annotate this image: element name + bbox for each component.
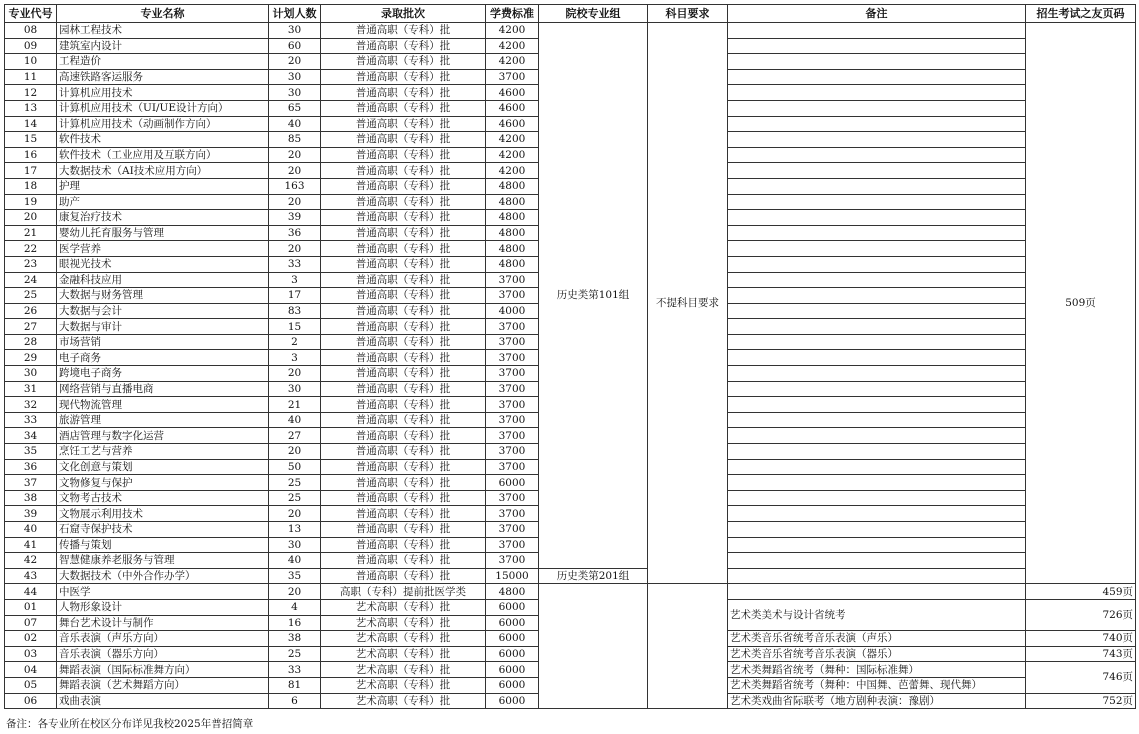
plan-count-cell: 3 [269, 350, 321, 366]
plan-count-cell: 40 [269, 412, 321, 428]
admission-plan-table [4, 4, 1136, 709]
tuition-cell: 3700 [486, 272, 539, 288]
plan-count-cell: 30 [269, 23, 321, 39]
tuition-cell: 4200 [486, 38, 539, 54]
remarks-cell [728, 132, 1026, 148]
header-page-number: 招生考试之友页码 [1026, 5, 1136, 23]
remarks-cell: 艺术类舞蹈省统考（舞种：中国舞、芭蕾舞、现代舞） [728, 677, 1026, 693]
major-code-cell: 36 [5, 459, 57, 475]
admission-batch-cell: 艺术高职（专科）批 [321, 662, 486, 678]
major-code-cell: 43 [5, 568, 57, 584]
major-code-cell: 39 [5, 506, 57, 522]
major-code-cell: 19 [5, 194, 57, 210]
major-code-cell: 06 [5, 693, 57, 709]
admission-batch-cell: 艺术高职（专科）批 [321, 677, 486, 693]
remarks-cell: 艺术类舞蹈省统考（舞种：国际标准舞） [728, 662, 1026, 678]
major-code-cell: 42 [5, 553, 57, 569]
remarks-cell: 艺术类音乐省统考音乐表演（声乐） [728, 631, 1026, 647]
tuition-cell: 4200 [486, 147, 539, 163]
page-number-cell: 726页 [1026, 599, 1136, 630]
major-code-cell: 09 [5, 38, 57, 54]
remarks-cell [728, 194, 1026, 210]
major-name-cell: 旅游管理 [57, 412, 269, 428]
major-name-cell: 眼视光技术 [57, 256, 269, 272]
remarks-cell [728, 568, 1026, 584]
major-code-cell: 37 [5, 475, 57, 491]
major-name-cell: 跨境电子商务 [57, 366, 269, 382]
remarks-cell [728, 334, 1026, 350]
major-name-cell: 中医学 [57, 584, 269, 600]
remarks-cell [728, 459, 1026, 475]
plan-count-cell: 38 [269, 631, 321, 647]
plan-count-cell: 4 [269, 599, 321, 615]
remarks-cell [728, 54, 1026, 70]
major-name-cell: 文物考古技术 [57, 490, 269, 506]
table-row [5, 23, 1136, 39]
tuition-cell: 3700 [486, 490, 539, 506]
admission-batch-cell: 普通高职（专科）批 [321, 116, 486, 132]
plan-count-cell: 20 [269, 163, 321, 179]
plan-count-cell: 25 [269, 475, 321, 491]
admission-batch-cell: 普通高职（专科）批 [321, 54, 486, 70]
tuition-cell: 4800 [486, 241, 539, 257]
remarks-cell [728, 178, 1026, 194]
admission-batch-cell: 普通高职（专科）批 [321, 444, 486, 460]
major-name-cell: 智慧健康养老服务与管理 [57, 553, 269, 569]
major-name-cell: 计算机应用技术（UI/UE设计方向） [57, 100, 269, 116]
remarks-cell [728, 350, 1026, 366]
remarks-cell [728, 412, 1026, 428]
tuition-cell: 3700 [486, 350, 539, 366]
tuition-cell: 3700 [486, 428, 539, 444]
tuition-cell: 3700 [486, 69, 539, 85]
remarks-cell: 艺术类音乐省统考音乐表演（器乐） [728, 646, 1026, 662]
plan-count-cell: 20 [269, 54, 321, 70]
tuition-cell: 4800 [486, 194, 539, 210]
tuition-cell: 6000 [486, 646, 539, 662]
plan-count-cell: 40 [269, 116, 321, 132]
major-code-cell: 10 [5, 54, 57, 70]
header-major-name: 专业名称 [57, 5, 269, 23]
admission-batch-cell: 普通高职（专科）批 [321, 288, 486, 304]
tuition-cell: 6000 [486, 599, 539, 615]
major-code-cell: 23 [5, 256, 57, 272]
plan-count-cell: 3 [269, 272, 321, 288]
major-name-cell: 康复治疗技术 [57, 210, 269, 226]
major-code-cell: 12 [5, 85, 57, 101]
major-code-cell: 08 [5, 23, 57, 39]
footer-note: 备注：各专业所在校区分布详见我校2025年普招简章 [6, 718, 254, 730]
tuition-cell: 4800 [486, 256, 539, 272]
tuition-cell: 4600 [486, 100, 539, 116]
major-code-cell: 35 [5, 444, 57, 460]
admission-batch-cell: 普通高职（专科）批 [321, 132, 486, 148]
major-name-cell: 网络营销与直播电商 [57, 381, 269, 397]
major-name-cell: 人物形象设计 [57, 599, 269, 615]
plan-count-cell: 30 [269, 69, 321, 85]
major-name-cell: 工程造价 [57, 54, 269, 70]
major-code-cell: 22 [5, 241, 57, 257]
admission-batch-cell: 普通高职（专科）批 [321, 381, 486, 397]
major-code-cell: 13 [5, 100, 57, 116]
plan-count-cell: 25 [269, 646, 321, 662]
admission-batch-cell: 艺术高职（专科）批 [321, 631, 486, 647]
plan-count-cell: 25 [269, 490, 321, 506]
header-subject-requirement: 科目要求 [648, 5, 728, 23]
plan-count-cell: 81 [269, 677, 321, 693]
major-name-cell: 舞台艺术设计与制作 [57, 615, 269, 631]
plan-count-cell: 60 [269, 38, 321, 54]
plan-count-cell: 163 [269, 178, 321, 194]
admission-batch-cell: 普通高职（专科）批 [321, 178, 486, 194]
admission-batch-cell: 普通高职（专科）批 [321, 38, 486, 54]
plan-count-cell: 16 [269, 615, 321, 631]
plan-count-cell: 39 [269, 210, 321, 226]
plan-count-cell: 36 [269, 225, 321, 241]
page-number-cell: 752页 [1026, 693, 1136, 709]
admission-batch-cell: 艺术高职（专科）批 [321, 599, 486, 615]
plan-count-cell: 20 [269, 194, 321, 210]
plan-count-cell: 83 [269, 303, 321, 319]
plan-count-cell: 13 [269, 522, 321, 538]
major-name-cell: 软件技术 [57, 132, 269, 148]
major-group-cell: 历史类第201组 [539, 568, 648, 584]
plan-count-cell: 20 [269, 366, 321, 382]
header-admission-batch: 录取批次 [321, 5, 486, 23]
major-name-cell: 助产 [57, 194, 269, 210]
tuition-cell: 3700 [486, 366, 539, 382]
tuition-cell: 3700 [486, 319, 539, 335]
tuition-cell: 3700 [486, 397, 539, 413]
plan-count-cell: 50 [269, 459, 321, 475]
major-code-cell: 27 [5, 319, 57, 335]
admission-batch-cell: 普通高职（专科）批 [321, 334, 486, 350]
tuition-cell: 3700 [486, 381, 539, 397]
subject-requirement-cell: 不提科目要求 [648, 23, 728, 584]
remarks-cell [728, 584, 1026, 600]
major-name-cell: 大数据与审计 [57, 319, 269, 335]
major-name-cell: 烹饪工艺与营养 [57, 444, 269, 460]
admission-batch-cell: 高职（专科）提前批医学类 [321, 584, 486, 600]
plan-count-cell: 20 [269, 147, 321, 163]
remarks-cell [728, 288, 1026, 304]
remarks-cell [728, 163, 1026, 179]
header-plan-count: 计划人数 [269, 5, 321, 23]
admission-batch-cell: 普通高职（专科）批 [321, 69, 486, 85]
major-name-cell: 舞蹈表演（艺术舞蹈方向） [57, 677, 269, 693]
plan-count-cell: 15 [269, 319, 321, 335]
remarks-cell [728, 116, 1026, 132]
page-number-cell: 740页 [1026, 631, 1136, 647]
remarks-cell [728, 490, 1026, 506]
admission-batch-cell: 普通高职（专科）批 [321, 490, 486, 506]
admission-batch-cell: 普通高职（专科）批 [321, 522, 486, 538]
plan-count-cell: 30 [269, 381, 321, 397]
tuition-cell: 3700 [486, 522, 539, 538]
remarks-cell [728, 428, 1026, 444]
admission-batch-cell: 普通高职（专科）批 [321, 412, 486, 428]
admission-batch-cell: 普通高职（专科）批 [321, 100, 486, 116]
tuition-cell: 4800 [486, 225, 539, 241]
major-code-cell: 25 [5, 288, 57, 304]
remarks-cell [728, 522, 1026, 538]
major-name-cell: 音乐表演（声乐方向） [57, 631, 269, 647]
major-code-cell: 29 [5, 350, 57, 366]
tuition-cell: 4200 [486, 132, 539, 148]
major-name-cell: 现代物流管理 [57, 397, 269, 413]
tuition-cell: 4800 [486, 584, 539, 600]
header-major-group: 院校专业组 [539, 5, 648, 23]
major-name-cell: 传播与策划 [57, 537, 269, 553]
header-major-code: 专业代号 [5, 5, 57, 23]
major-name-cell: 婴幼儿托育服务与管理 [57, 225, 269, 241]
major-code-cell: 18 [5, 178, 57, 194]
tuition-cell: 4800 [486, 178, 539, 194]
page-number-cell: 743页 [1026, 646, 1136, 662]
tuition-cell: 3700 [486, 288, 539, 304]
remarks-cell [728, 241, 1026, 257]
remarks-cell [728, 381, 1026, 397]
admission-batch-cell: 普通高职（专科）批 [321, 366, 486, 382]
remarks-cell [728, 23, 1026, 39]
major-code-cell: 31 [5, 381, 57, 397]
tuition-cell: 3700 [486, 334, 539, 350]
remarks-cell [728, 256, 1026, 272]
major-code-cell: 38 [5, 490, 57, 506]
table-body [5, 23, 1136, 709]
major-name-cell: 石窟寺保护技术 [57, 522, 269, 538]
plan-count-cell: 21 [269, 397, 321, 413]
major-name-cell: 文物修复与保护 [57, 475, 269, 491]
admission-batch-cell: 艺术高职（专科）批 [321, 646, 486, 662]
plan-count-cell: 33 [269, 662, 321, 678]
admission-batch-cell: 普通高职（专科）批 [321, 350, 486, 366]
major-code-cell: 28 [5, 334, 57, 350]
tuition-cell: 4200 [486, 23, 539, 39]
major-code-cell: 05 [5, 677, 57, 693]
plan-count-cell: 17 [269, 288, 321, 304]
major-code-cell: 33 [5, 412, 57, 428]
plan-count-cell: 6 [269, 693, 321, 709]
remarks-cell: 艺术类美术与设计省统考 [728, 599, 1026, 630]
remarks-cell [728, 475, 1026, 491]
admission-batch-cell: 普通高职（专科）批 [321, 506, 486, 522]
admission-batch-cell: 普通高职（专科）批 [321, 459, 486, 475]
page-number-cell: 746页 [1026, 662, 1136, 693]
tuition-cell: 4800 [486, 210, 539, 226]
plan-count-cell: 30 [269, 537, 321, 553]
admission-batch-cell: 普通高职（专科）批 [321, 163, 486, 179]
remarks-cell [728, 303, 1026, 319]
major-name-cell: 计算机应用技术（动画制作方向） [57, 116, 269, 132]
plan-count-cell: 30 [269, 85, 321, 101]
major-code-cell: 26 [5, 303, 57, 319]
remarks-cell [728, 397, 1026, 413]
admission-batch-cell: 普通高职（专科）批 [321, 568, 486, 584]
major-name-cell: 园林工程技术 [57, 23, 269, 39]
major-name-cell: 计算机应用技术 [57, 85, 269, 101]
plan-count-cell: 20 [269, 444, 321, 460]
tuition-cell: 3700 [486, 506, 539, 522]
plan-count-cell: 85 [269, 132, 321, 148]
major-code-cell: 41 [5, 537, 57, 553]
major-name-cell: 舞蹈表演（国际标准舞方向） [57, 662, 269, 678]
admission-batch-cell: 普通高职（专科）批 [321, 85, 486, 101]
tuition-cell: 4600 [486, 85, 539, 101]
major-name-cell: 戏曲表演 [57, 693, 269, 709]
plan-count-cell: 20 [269, 584, 321, 600]
remarks-cell [728, 537, 1026, 553]
plan-count-cell: 65 [269, 100, 321, 116]
major-name-cell: 金融科技应用 [57, 272, 269, 288]
admission-batch-cell: 普通高职（专科）批 [321, 303, 486, 319]
tuition-cell: 6000 [486, 475, 539, 491]
remarks-cell [728, 210, 1026, 226]
admission-batch-cell: 普通高职（专科）批 [321, 256, 486, 272]
tuition-cell: 4200 [486, 54, 539, 70]
major-code-cell: 30 [5, 366, 57, 382]
table-header-row [5, 5, 1136, 23]
remarks-cell [728, 69, 1026, 85]
remarks-cell [728, 272, 1026, 288]
major-name-cell: 大数据技术（AI技术应用方向） [57, 163, 269, 179]
tuition-cell: 4600 [486, 116, 539, 132]
major-code-cell: 40 [5, 522, 57, 538]
major-code-cell: 34 [5, 428, 57, 444]
admission-batch-cell: 艺术高职（专科）批 [321, 693, 486, 709]
remarks-cell [728, 38, 1026, 54]
major-code-cell: 16 [5, 147, 57, 163]
tuition-cell: 3700 [486, 553, 539, 569]
tuition-cell: 15000 [486, 568, 539, 584]
remarks-cell [728, 444, 1026, 460]
admission-batch-cell: 普通高职（专科）批 [321, 272, 486, 288]
remarks-cell: 艺术类戏曲省际联考（地方剧种表演：豫剧） [728, 693, 1026, 709]
table-row [5, 584, 1136, 600]
tuition-cell: 4200 [486, 163, 539, 179]
remarks-cell [728, 319, 1026, 335]
major-name-cell: 大数据与财务管理 [57, 288, 269, 304]
plan-count-cell: 20 [269, 506, 321, 522]
plan-count-cell: 20 [269, 241, 321, 257]
admission-batch-cell: 普通高职（专科）批 [321, 241, 486, 257]
major-code-cell: 32 [5, 397, 57, 413]
admission-batch-cell: 普通高职（专科）批 [321, 428, 486, 444]
page-number-cell: 509页 [1026, 23, 1136, 584]
remarks-cell [728, 85, 1026, 101]
major-name-cell: 建筑室内设计 [57, 38, 269, 54]
admission-batch-cell: 普通高职（专科）批 [321, 194, 486, 210]
major-code-cell: 07 [5, 615, 57, 631]
remarks-cell [728, 366, 1026, 382]
major-code-cell: 03 [5, 646, 57, 662]
tuition-cell: 4000 [486, 303, 539, 319]
plan-count-cell: 35 [269, 568, 321, 584]
major-name-cell: 大数据技术（中外合作办学） [57, 568, 269, 584]
tuition-cell: 6000 [486, 631, 539, 647]
admission-batch-cell: 普通高职（专科）批 [321, 553, 486, 569]
tuition-cell: 6000 [486, 662, 539, 678]
major-code-cell: 21 [5, 225, 57, 241]
admission-batch-cell: 普通高职（专科）批 [321, 23, 486, 39]
major-code-cell: 15 [5, 132, 57, 148]
major-name-cell: 高速铁路客运服务 [57, 69, 269, 85]
tuition-cell: 6000 [486, 615, 539, 631]
major-code-cell: 14 [5, 116, 57, 132]
admission-batch-cell: 普通高职（专科）批 [321, 147, 486, 163]
admission-batch-cell: 普通高职（专科）批 [321, 210, 486, 226]
major-name-cell: 音乐表演（器乐方向） [57, 646, 269, 662]
major-code-cell: 24 [5, 272, 57, 288]
tuition-cell: 3700 [486, 537, 539, 553]
plan-count-cell: 27 [269, 428, 321, 444]
header-remarks: 备注 [728, 5, 1026, 23]
plan-count-cell: 33 [269, 256, 321, 272]
tuition-cell: 6000 [486, 677, 539, 693]
plan-count-cell: 40 [269, 553, 321, 569]
page-number-cell: 459页 [1026, 584, 1136, 600]
tuition-cell: 3700 [486, 444, 539, 460]
major-code-cell: 20 [5, 210, 57, 226]
major-name-cell: 护理 [57, 178, 269, 194]
plan-count-cell: 2 [269, 334, 321, 350]
major-name-cell: 市场营销 [57, 334, 269, 350]
subject-requirement-cell [648, 584, 728, 709]
major-code-cell: 01 [5, 599, 57, 615]
major-name-cell: 医学营养 [57, 241, 269, 257]
major-name-cell: 文物展示利用技术 [57, 506, 269, 522]
major-code-cell: 17 [5, 163, 57, 179]
major-code-cell: 02 [5, 631, 57, 647]
admission-batch-cell: 普通高职（专科）批 [321, 225, 486, 241]
admission-batch-cell: 普通高职（专科）批 [321, 475, 486, 491]
major-code-cell: 44 [5, 584, 57, 600]
major-name-cell: 大数据与会计 [57, 303, 269, 319]
major-code-cell: 04 [5, 662, 57, 678]
major-code-cell: 11 [5, 69, 57, 85]
major-name-cell: 文化创意与策划 [57, 459, 269, 475]
tuition-cell: 3700 [486, 459, 539, 475]
tuition-cell: 3700 [486, 412, 539, 428]
admission-batch-cell: 普通高职（专科）批 [321, 397, 486, 413]
admission-table-container [4, 4, 1136, 709]
admission-batch-cell: 普通高职（专科）批 [321, 537, 486, 553]
tuition-cell: 6000 [486, 693, 539, 709]
major-name-cell: 电子商务 [57, 350, 269, 366]
admission-batch-cell: 艺术高职（专科）批 [321, 615, 486, 631]
remarks-cell [728, 147, 1026, 163]
remarks-cell [728, 553, 1026, 569]
remarks-cell [728, 225, 1026, 241]
major-name-cell: 酒店管理与数字化运营 [57, 428, 269, 444]
admission-batch-cell: 普通高职（专科）批 [321, 319, 486, 335]
remarks-cell [728, 506, 1026, 522]
major-group-cell: 历史类第101组 [539, 23, 648, 569]
major-group-cell [539, 584, 648, 709]
table-row [5, 568, 1136, 584]
major-name-cell: 软件技术（工业应用及互联方向） [57, 147, 269, 163]
header-tuition: 学费标准 [486, 5, 539, 23]
remarks-cell [728, 100, 1026, 116]
